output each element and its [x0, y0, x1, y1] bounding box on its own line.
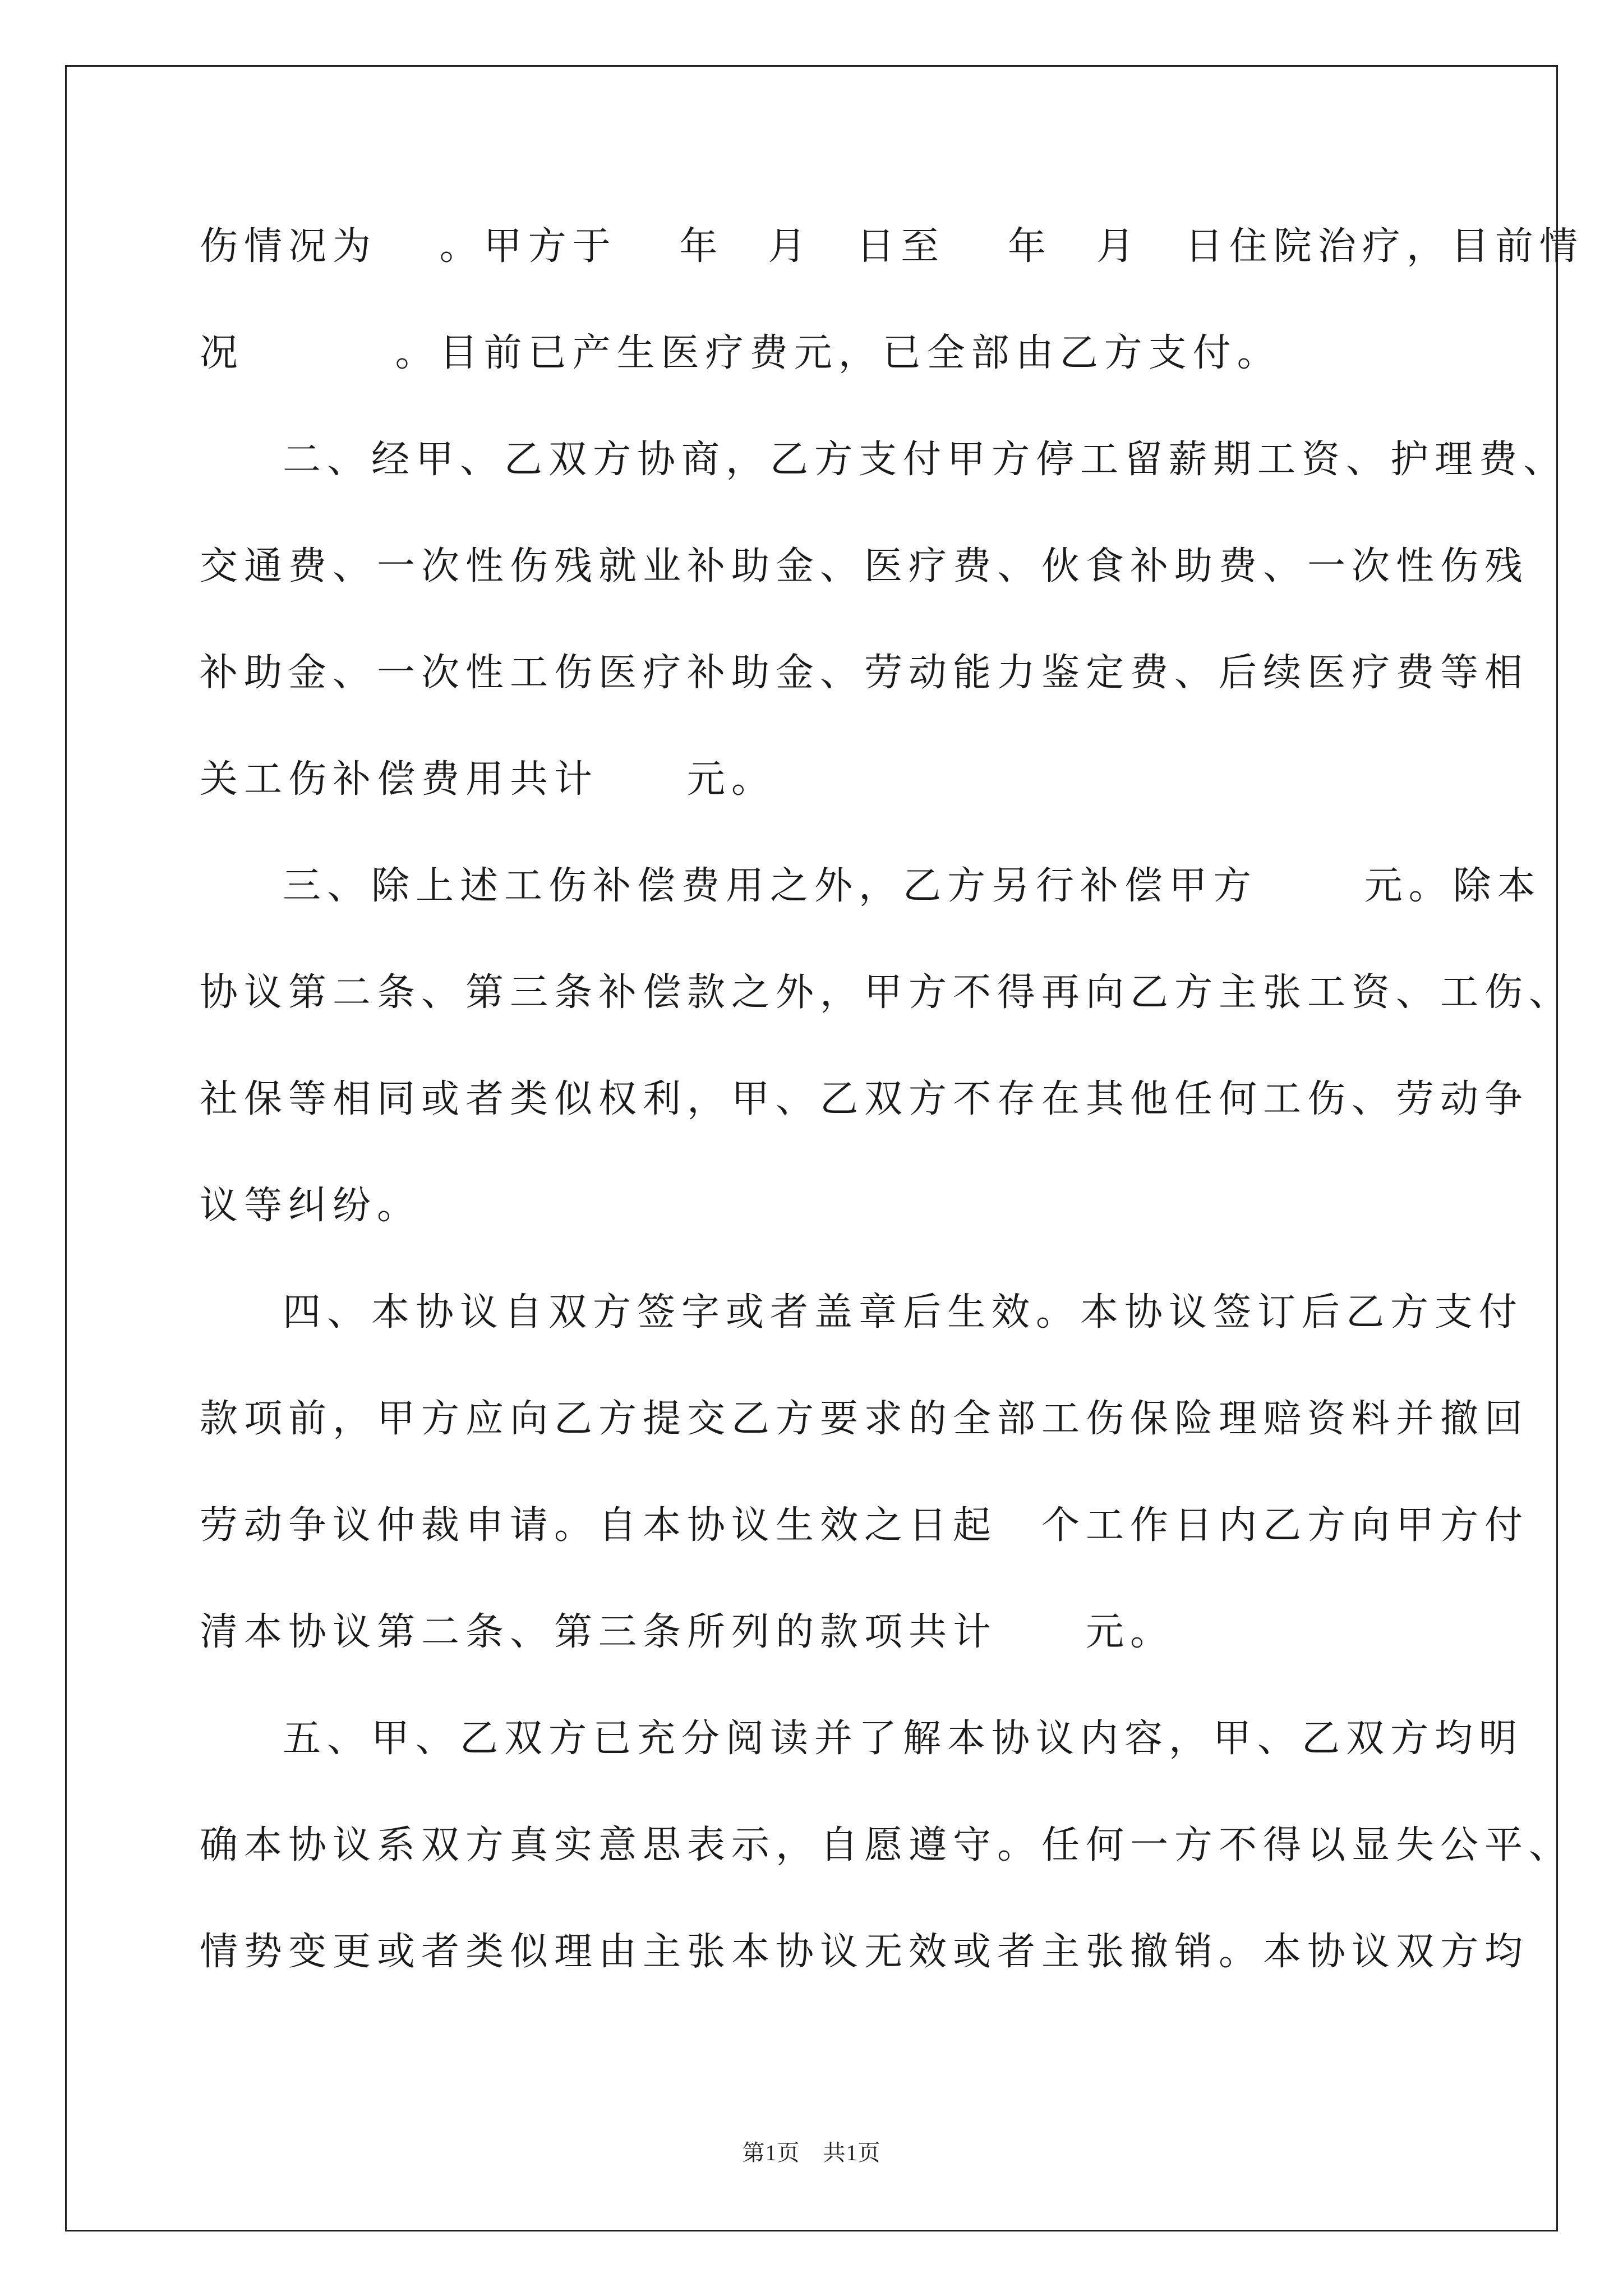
clause-2-start: 二、经甲、乙双方协商，乙方支付甲方停工留薪期工资、护理费、 — [283, 438, 1568, 482]
clause-3-start: 三、除上述工伤补偿费用之外，乙方另行补偿甲方 元。除本 — [283, 864, 1542, 908]
text-line: 交通费、一次性伤残就业补助金、医疗费、伙食补助费、一次性伤残 — [200, 544, 1529, 588]
text-line: 关工伤补偿费用共计 元。 — [200, 757, 776, 802]
text-line: 确本协议系双方真实意思表示，自愿遵守。任何一方不得以显失公平、 — [200, 1823, 1574, 1867]
text-line: 议等纠纷。 — [200, 1184, 422, 1228]
text-line: 清本协议第二条、第三条所列的款项共计 元。 — [200, 1610, 1175, 1654]
document-body — [200, 210, 1584, 2022]
text-line: 情势变更或者类似理由主张本协议无效或者主张撤销。本协议双方均 — [200, 1930, 1529, 1974]
text-line: 伤情况为 。甲方于 年 月 日至 年 月 日住院治疗，目前情 — [200, 224, 1584, 269]
text-line: 劳动争议仲裁申请。自本协议生效之日起 个工作日内乙方向甲方付 — [200, 1503, 1529, 1548]
text-line: 社保等相同或者类似权利，甲、乙双方不存在其他任何工伤、劳动争 — [200, 1077, 1529, 1121]
page-number-footer: 第1页 共1页 — [742, 2140, 881, 2165]
text-line: 况 。目前已产生医疗费元，已全部由乙方支付。 — [200, 331, 1281, 375]
text-line: 补助金、一次性工伤医疗补助金、劳动能力鉴定费、后续医疗费等相 — [200, 651, 1529, 695]
clause-5-start: 五、甲、乙双方已充分阅读并了解本协议内容，甲、乙双方均明 — [283, 1717, 1524, 1761]
text-line: 协议第二条、第三条补偿款之外，甲方不得再向乙方主张工资、工伤、 — [200, 970, 1574, 1015]
text-line: 款项前，甲方应向乙方提交乙方要求的全部工伤保险理赔资料并撤回 — [200, 1397, 1529, 1441]
clause-4-start: 四、本协议自双方签字或者盖章后生效。本协议签订后乙方支付 — [283, 1290, 1524, 1335]
